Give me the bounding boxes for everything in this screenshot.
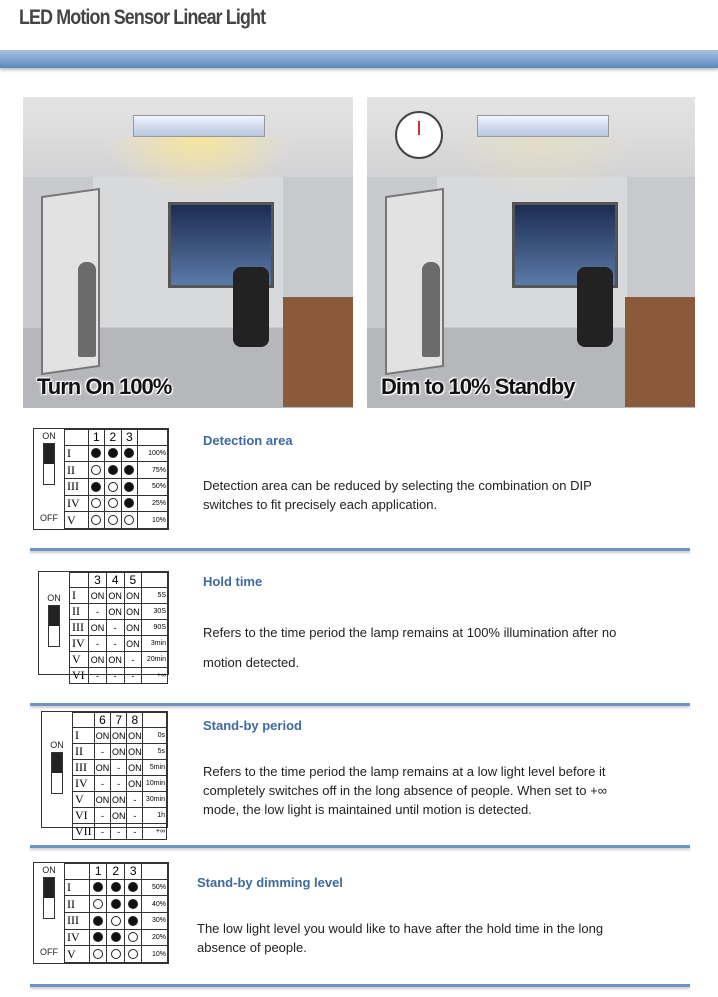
dip-cell: -	[106, 636, 124, 652]
dip-cell: ON	[127, 728, 143, 744]
dip-cell	[107, 929, 125, 946]
dip-off-dot-icon	[111, 949, 121, 959]
row-value: 50%	[138, 478, 168, 495]
switch-off-label: OFF	[40, 513, 58, 523]
row-label: V	[65, 946, 90, 963]
row-label: IV	[65, 495, 89, 512]
dip-cell	[121, 478, 138, 495]
row-label: II	[70, 604, 89, 620]
page-title: LED Motion Sensor Linear Light	[19, 6, 266, 29]
dip-cell	[124, 879, 142, 896]
dip-cell	[88, 478, 105, 495]
table-row	[70, 652, 168, 668]
dip-cell	[121, 512, 138, 529]
column-header: 6	[94, 713, 110, 728]
row-label: IV	[73, 776, 95, 792]
dip-cell: ON	[127, 744, 143, 760]
dip-cell: -	[127, 808, 143, 824]
dip-cell	[88, 495, 105, 512]
row-label: I	[65, 879, 90, 896]
photo-caption: Turn On 100%	[37, 374, 172, 399]
dip-cell: -	[111, 760, 127, 776]
row-value: 20%	[142, 929, 168, 946]
row-value: 3min	[142, 636, 168, 652]
table-row	[65, 478, 168, 495]
divider	[30, 548, 690, 551]
column-header: 7	[111, 713, 127, 728]
dip-cell	[89, 946, 107, 963]
dip-on-dot-icon	[91, 448, 101, 458]
dip-cell	[88, 445, 105, 462]
table-row	[65, 462, 168, 479]
row-label: III	[65, 912, 90, 929]
dip-table-hold-time	[38, 571, 169, 682]
column-header: 1	[88, 430, 105, 446]
dip-cell: -	[111, 824, 127, 840]
dip-on-dot-icon	[124, 448, 134, 458]
dip-on-dot-icon	[111, 899, 121, 909]
row-label: VI	[73, 808, 95, 824]
section-text: Refers to the time period the lamp remains at 100% illumination after no motion detected.	[203, 625, 617, 670]
row-label: III	[65, 478, 89, 495]
row-label: III	[70, 620, 89, 636]
dip-off-dot-icon	[128, 932, 138, 942]
dip-off-dot-icon	[108, 515, 118, 525]
table-row	[70, 636, 168, 652]
row-label: I	[65, 445, 89, 462]
column-header	[142, 864, 168, 880]
switch-off-label: OFF	[40, 947, 58, 957]
dip-cell: ON	[111, 744, 127, 760]
dip-cell: ON	[94, 728, 110, 744]
row-value: 25%	[138, 495, 168, 512]
column-header: 5	[124, 573, 142, 588]
row-value: +∞	[142, 668, 168, 684]
section-heading: Hold time	[203, 574, 263, 589]
dip-cell: -	[124, 652, 142, 668]
dip-on-dot-icon	[111, 932, 121, 942]
dip-cell: -	[106, 620, 124, 636]
dip-off-dot-icon	[124, 515, 134, 525]
dip-cell: ON	[106, 588, 124, 604]
section-heading: Detection area	[203, 433, 293, 448]
dip-switch-icon	[41, 593, 67, 649]
divider	[30, 703, 690, 706]
row-label: II	[65, 462, 89, 479]
table-row	[65, 929, 168, 946]
dip-off-dot-icon	[91, 515, 101, 525]
dip-on-dot-icon	[111, 882, 121, 892]
dip-cell: -	[111, 776, 127, 792]
dip-cell	[89, 912, 107, 929]
dip-off-dot-icon	[111, 916, 121, 926]
lamp-icon	[477, 115, 609, 137]
dip-cell: -	[94, 776, 110, 792]
column-header: 4	[106, 573, 124, 588]
row-value: 30%	[142, 912, 168, 929]
dip-cell	[124, 946, 142, 963]
row-label: II	[73, 744, 95, 760]
divider	[30, 984, 690, 987]
dip-switch-icon	[44, 740, 70, 796]
table-row	[65, 946, 168, 963]
clock-icon	[395, 111, 443, 159]
dip-cell: -	[89, 636, 107, 652]
dip-cell: ON	[106, 652, 124, 668]
dip-cell: -	[89, 604, 107, 620]
row-label: IV	[65, 929, 90, 946]
table-row	[73, 808, 167, 824]
dip-on-dot-icon	[91, 482, 101, 492]
dip-cell: ON	[111, 792, 127, 808]
dip-cell: ON	[124, 604, 142, 620]
dip-cell	[124, 929, 142, 946]
dip-cell: ON	[111, 728, 127, 744]
column-header	[70, 573, 89, 588]
dip-cell: -	[106, 668, 124, 684]
section-heading: Stand-by period	[203, 718, 302, 733]
switch-on-label: ON	[42, 865, 56, 875]
dip-cell	[105, 478, 122, 495]
dip-off-dot-icon	[128, 949, 138, 959]
column-header: 3	[121, 430, 138, 446]
table-row	[73, 776, 167, 792]
dip-cell	[124, 896, 142, 913]
dip-off-dot-icon	[93, 949, 103, 959]
dip-cell: ON	[111, 808, 127, 824]
row-value: 10%	[142, 946, 168, 963]
row-value: 5min	[143, 760, 167, 776]
dip-cell: ON	[94, 760, 110, 776]
dip-on-dot-icon	[124, 498, 134, 508]
dip-cell: ON	[127, 776, 143, 792]
row-label: V	[65, 512, 89, 529]
table-row	[65, 896, 168, 913]
header-band	[0, 50, 718, 68]
column-header: 2	[105, 430, 122, 446]
switch-body	[48, 605, 60, 647]
dip-cell	[88, 462, 105, 479]
dip-cell: -	[127, 792, 143, 808]
dip-cell: ON	[124, 636, 142, 652]
section-text: The low light level you would like to have after the hold time in the long absence of people.	[197, 921, 604, 955]
column-header	[138, 430, 168, 446]
dip-cell	[105, 495, 122, 512]
dip-cell	[105, 462, 122, 479]
row-label: V	[73, 792, 95, 808]
column-header	[73, 713, 95, 728]
table-row	[73, 728, 167, 744]
divider	[30, 845, 690, 848]
row-label: III	[73, 760, 95, 776]
row-label: VII	[73, 824, 95, 840]
dip-cell: -	[94, 744, 110, 760]
dip-cell	[88, 512, 105, 529]
row-value: 5S	[142, 588, 168, 604]
column-header	[65, 864, 90, 880]
row-value: 10min	[143, 776, 167, 792]
photo-dim-standby	[367, 97, 695, 408]
table-row	[65, 445, 168, 462]
dip-cell: ON	[94, 792, 110, 808]
table-row	[73, 792, 167, 808]
switch-body	[43, 877, 55, 919]
dip-cell	[105, 445, 122, 462]
section-heading: Stand-by dimming level	[197, 875, 343, 890]
dip-on-dot-icon	[93, 932, 103, 942]
dip-off-dot-icon	[91, 465, 101, 475]
switch-on-label: ON	[50, 739, 64, 750]
table-row	[70, 604, 168, 620]
row-value: 10%	[138, 512, 168, 529]
row-label: I	[73, 728, 95, 744]
photo-caption: Dim to 10% Standby	[381, 374, 575, 399]
table-row	[65, 495, 168, 512]
dip-cell	[107, 946, 125, 963]
row-label: V	[70, 652, 89, 668]
column-header: 8	[127, 713, 143, 728]
dip-off-dot-icon	[108, 498, 118, 508]
table-row	[65, 879, 168, 896]
column-header	[142, 573, 168, 588]
table-row	[73, 760, 167, 776]
dip-on-dot-icon	[128, 916, 138, 926]
dip-cell: -	[127, 824, 143, 840]
row-value: 20min	[142, 652, 168, 668]
section-text: Detection area can be reduced by selecting the combination on DIP switches to fit precisely each application.	[203, 478, 592, 512]
switch-body	[51, 752, 63, 794]
switch-body	[43, 443, 55, 485]
dip-cell	[124, 912, 142, 929]
dip-cell: ON	[89, 652, 107, 668]
dip-cell	[89, 929, 107, 946]
dip-on-dot-icon	[128, 882, 138, 892]
row-value: 0s	[143, 728, 167, 744]
row-value: 50%	[142, 879, 168, 896]
table-row	[65, 912, 168, 929]
dip-cell: ON	[124, 620, 142, 636]
row-value: 100%	[138, 445, 168, 462]
table-row	[70, 588, 168, 604]
column-header: 3	[124, 864, 142, 880]
row-value: 90S	[142, 620, 168, 636]
dip-cell	[107, 879, 125, 896]
column-header: 3	[89, 573, 107, 588]
lamp-icon	[133, 115, 265, 137]
table-row	[70, 620, 168, 636]
column-header: 1	[89, 864, 107, 880]
column-header	[143, 713, 167, 728]
row-value: 30S	[142, 604, 168, 620]
table-row	[65, 512, 168, 529]
row-label: II	[65, 896, 90, 913]
dip-table-detection	[33, 428, 169, 530]
switch-on-label: ON	[47, 593, 61, 603]
dip-cell: -	[94, 808, 110, 824]
row-value: 30min	[143, 792, 167, 808]
row-label: VI	[70, 668, 89, 684]
column-header	[65, 430, 89, 446]
table-row	[70, 668, 168, 684]
dip-table-standby-period	[41, 711, 168, 838]
row-label: I	[70, 588, 89, 604]
dip-on-dot-icon	[108, 465, 118, 475]
table-row	[73, 824, 167, 840]
dip-off-dot-icon	[108, 482, 118, 492]
dip-switch-icon	[36, 865, 62, 957]
dip-off-dot-icon	[93, 899, 103, 909]
dip-cell: ON	[127, 760, 143, 776]
dip-on-dot-icon	[108, 448, 118, 458]
dip-on-dot-icon	[93, 916, 103, 926]
dip-cell	[121, 495, 138, 512]
dip-cell	[121, 462, 138, 479]
dip-switch-icon	[36, 431, 62, 523]
dip-cell: -	[124, 668, 142, 684]
row-value: 40%	[142, 896, 168, 913]
dip-on-dot-icon	[124, 465, 134, 475]
dip-on-dot-icon	[124, 482, 134, 492]
dip-cell	[121, 445, 138, 462]
row-value: 5s	[143, 744, 167, 760]
dip-cell	[107, 896, 125, 913]
row-value: +∞	[143, 824, 167, 840]
dip-off-dot-icon	[91, 498, 101, 508]
row-value: 75%	[138, 462, 168, 479]
switch-on-label: ON	[42, 431, 56, 441]
dip-cell: -	[94, 824, 110, 840]
section-text: Refers to the time period the lamp remains at a low light level before it completely switches off in the long absence of people. When set to +∞ mode, the low light is maintained until motion is detected.	[203, 764, 607, 817]
row-label: IV	[70, 636, 89, 652]
dip-on-dot-icon	[93, 882, 103, 892]
row-value: 1h	[143, 808, 167, 824]
dip-cell	[105, 512, 122, 529]
column-header: 2	[107, 864, 125, 880]
dip-cell: -	[89, 668, 107, 684]
dip-cell: ON	[124, 588, 142, 604]
dip-cell: ON	[106, 604, 124, 620]
dip-cell	[89, 879, 107, 896]
table-row	[73, 744, 167, 760]
dip-cell	[89, 896, 107, 913]
dip-table-dimming-level	[33, 862, 169, 964]
dip-cell: ON	[89, 620, 107, 636]
photo-turn-on	[23, 97, 353, 408]
dip-cell	[107, 912, 125, 929]
dip-cell: ON	[89, 588, 107, 604]
dip-on-dot-icon	[128, 899, 138, 909]
